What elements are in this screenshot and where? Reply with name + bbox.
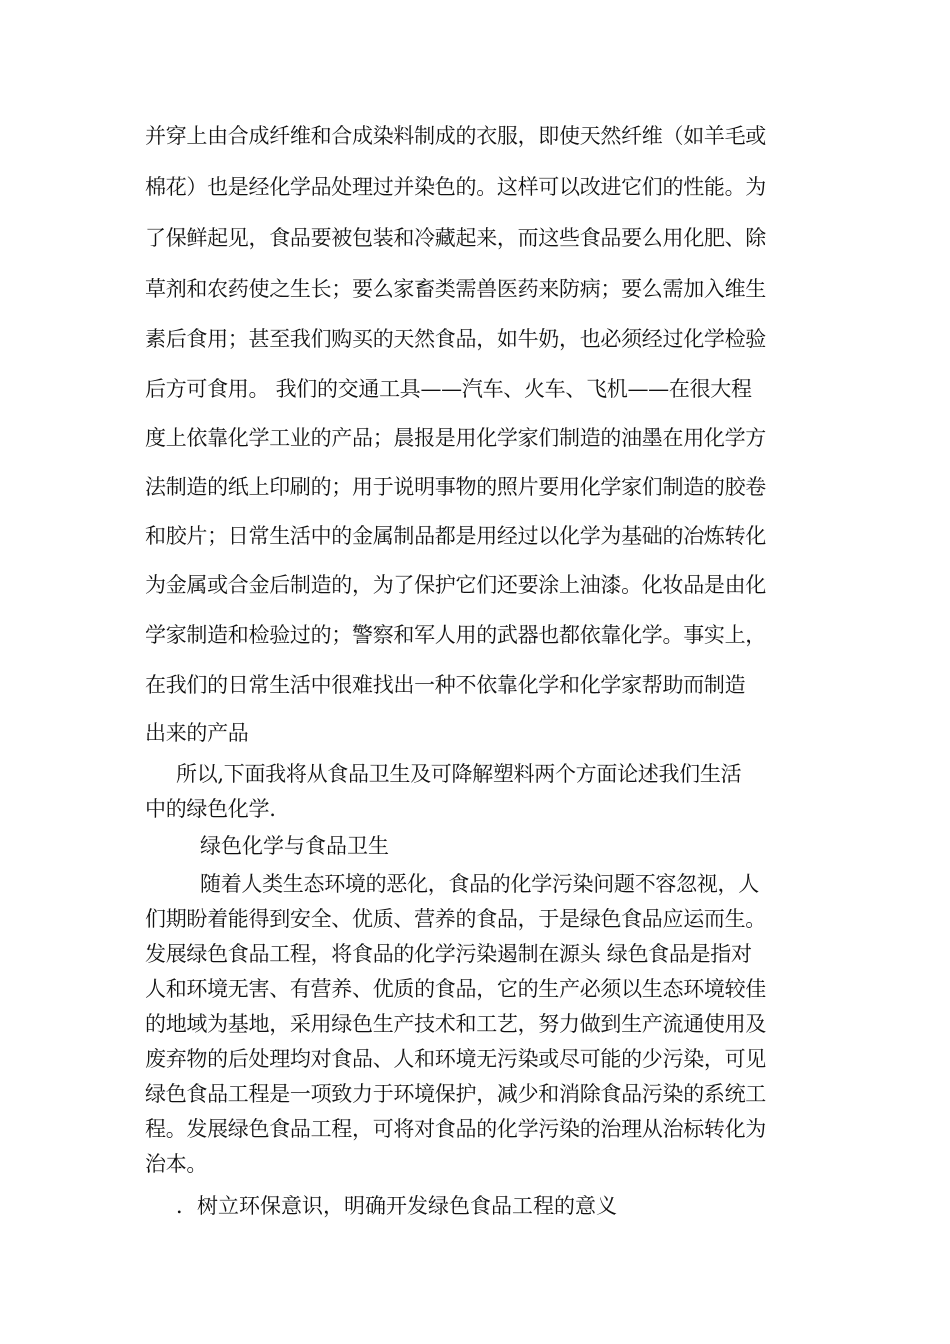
paragraph-line: 们期盼着能得到安全、优质、营养的食品，于是绿色食品应运而生。 bbox=[145, 907, 766, 931]
paragraph-line: 废弃物的后处理均对食品、人和环境无污染或尽可能的少污染，可见 bbox=[145, 1047, 766, 1071]
paragraph-line: 法制造的纸上印刷的；用于说明事物的照片要用化学家们制造的胶卷 bbox=[145, 475, 766, 499]
paragraph-line: 发展绿色食品工程，将食品的化学污染遏制在源头 绿色食品是指对 bbox=[145, 942, 752, 966]
paragraph-line: 后方可食用。 我们的交通工具——汽车、火车、飞机——在很大程 bbox=[145, 377, 752, 401]
paragraph-line: 度上依靠化学工业的产品；晨报是用化学家们制造的油墨在用化学方 bbox=[145, 426, 766, 450]
paragraph-line: 和胶片；日常生活中的金属制品都是用经过以化学为基础的冶炼转化 bbox=[145, 524, 766, 548]
section-heading: 绿色化学与食品卫生 bbox=[200, 834, 389, 858]
paragraph-line: 草剂和农药使之生长；要么家畜类需兽医药来防病；要么需加入维生 bbox=[145, 277, 766, 301]
paragraph-line: 所以,下面我将从食品卫生及可降解塑料两个方面论述我们生活 bbox=[176, 762, 742, 786]
paragraph-line: 学家制造和检验过的；警察和军人用的武器也都依靠化学。事实上， bbox=[145, 623, 766, 647]
paragraph-line: 素后食用；甚至我们购买的天然食品，如牛奶，也必须经过化学检验 bbox=[145, 327, 766, 351]
paragraph-line: 程。发展绿色食品工程，可将对食品的化学污染的治理从治标转化为 bbox=[145, 1117, 766, 1141]
paragraph-line: 并穿上由合成纤维和合成染料制成的衣服，即使天然纤维（如羊毛或 bbox=[145, 124, 766, 148]
paragraph-line: 人和环境无害、有营养、优质的食品，它的生产必须以生态环境较佳 bbox=[145, 977, 766, 1001]
paragraph-line: 了保鲜起见，食品要被包装和冷藏起来，而这些食品要么用化肥、除 bbox=[145, 226, 766, 250]
paragraph-line: 的地域为基地，采用绿色生产技术和工艺，努力做到生产流通使用及 bbox=[145, 1012, 766, 1036]
paragraph-line: 绿色食品工程是一项致力于环境保护，减少和消除食品污染的系统工 bbox=[145, 1082, 766, 1106]
paragraph-line: 中的绿色化学. bbox=[145, 797, 276, 821]
paragraph-line: 棉花）也是经化学品处理过并染色的。这样可以改进它们的性能。为 bbox=[145, 175, 766, 199]
subheading: ．树立环保意识，明确开发绿色食品工程的意义 bbox=[176, 1194, 617, 1218]
paragraph-line: 为金属或合金后制造的，为了保护它们还要涂上油漆。化妆品是由化 bbox=[145, 573, 766, 597]
paragraph-line: 治本。 bbox=[145, 1152, 208, 1176]
paragraph-line: 随着人类生态环境的恶化，食品的化学污染问题不容忽视，人 bbox=[200, 872, 759, 896]
paragraph-line: 出来的产品 bbox=[145, 721, 249, 745]
paragraph-line: 在我们的日常生活中很难找出一种不依靠化学和化学家帮助而制造 bbox=[145, 673, 746, 697]
